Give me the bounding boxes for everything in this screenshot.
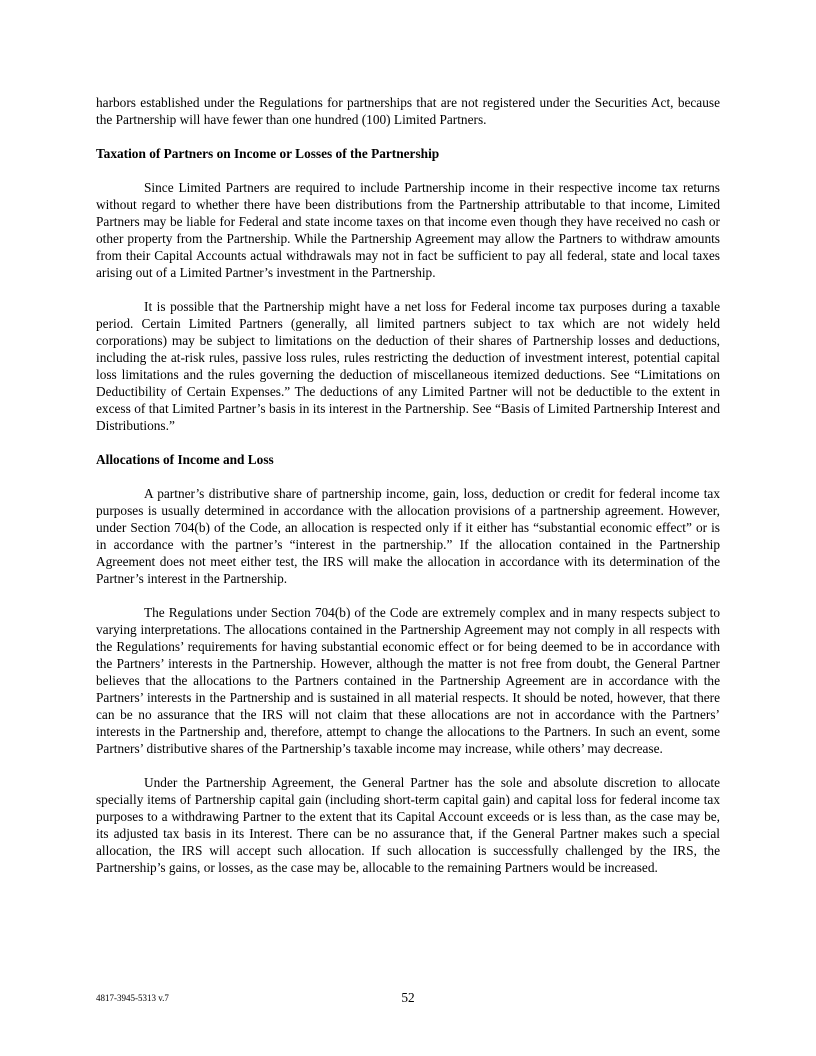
spacer bbox=[96, 757, 720, 774]
section-heading-taxation: Taxation of Partners on Income or Losses of the Partnership bbox=[96, 146, 440, 161]
continued-paragraph: harbors established under the Regulations for partnerships that are not registered under the Securities Act, because the Partnership will have fewer than one hundred (100) Limited Partners. bbox=[96, 95, 720, 127]
spacer bbox=[96, 162, 720, 179]
paragraph-distributive-share: A partner’s distributive share of partnership income, gain, loss, deduction or credit for federal income tax purposes is usually determined in accordance with the allocation provisions of a partnership agreement. However, under Section 704(b) of the Code, an allocation is respected only if it either has “substantial economic effect” or is in accordance with the partner’s “interest in the partnership.” If the allocation contained in the Partnership Agreement does not meet either test, the IRS will make the allocation in accordance with its determination of the Partner’s interest in the Partnership. bbox=[96, 486, 720, 586]
page-number: 52 bbox=[401, 990, 415, 1005]
document-id: 4817-3945-5313 v.7 bbox=[96, 993, 169, 1003]
document-body bbox=[96, 94, 720, 876]
spacer bbox=[96, 128, 720, 145]
spacer bbox=[96, 281, 720, 298]
paragraph-regulations: The Regulations under Section 704(b) of the Code are extremely complex and in many respects subject to varying interpretations. The allocations contained in the Partnership Agreement may not comply in all respects with the Regulations’ requirements for having substantial economic effect or for being deemed to be in accordance with the Partners’ interests in the Partnership. However, although the matter is not free from doubt, the General Partner believes that the allocations to the Partners contained in the Partnership Agreement are in accordance with the Partners’ interests in the Partnership and is sustained in all material respects. It should be noted, however, that there can be no assurance that the IRS will not claim that these allocations are not in accordance with the Partners’ interests in the Partnership and, therefore, attempt to change the allocations to the Partners. In such an event, some Partners’ distributive shares of the Partnership’s taxable income may increase, while others’ may decrease. bbox=[96, 605, 720, 756]
paragraph-net-loss: It is possible that the Partnership might have a net loss for Federal income tax purposes during a taxable period. Certain Limited Partners (generally, all limited partners subject to tax which are not widely held corporations) may be subject to limitations on the deduction of their shares of Partnership losses and deductions, including the at-risk rules, passive loss rules, rules restricting the deduction of investment interest, potential capital loss limitations and the rules governing the deduction of miscellaneous itemized deductions. See “Limitations on Deductibility of Certain Expenses.” The deductions of any Limited Partner will not be deductible to the extent in excess of that Limited Partner’s basis in its interest in the Partnership. See “Basis of Limited Partnership Interest and Distributions.” bbox=[96, 299, 720, 433]
spacer bbox=[96, 587, 720, 604]
paragraph-income-tax: Since Limited Partners are required to include Partnership income in their respective income tax returns without regard to whether there have been distributions from the Partnership attributable to that income, Limited Partners may be liable for Federal and state income taxes on that income even though they have received no cash or other property from the Partnership. While the Partnership Agreement may allow the Partners to withdraw amounts from their Capital Accounts actual withdrawals may not in fact be sufficient to pay all federal, state and local taxes arising out of a Limited Partner’s investment in the Partnership. bbox=[96, 180, 720, 280]
spacer bbox=[96, 468, 720, 485]
paragraph-special-allocation: Under the Partnership Agreement, the General Partner has the sole and absolute discretion to allocate specially items of Partnership capital gain (including short-term capital gain) and capital loss for federal income tax purposes to a withdrawing Partner to the extent that its Capital Account exceeds or is less than, as the case may be, its adjusted tax basis in its Interest. There can be no assurance that, if the General Partner makes such a special allocation, the IRS will accept such allocation. If such allocation is successfully challenged by the IRS, the Partnership’s gains, or losses, as the case may be, allocable to the remaining Partners would be increased. bbox=[96, 775, 720, 875]
spacer bbox=[96, 434, 720, 451]
section-heading-allocations: Allocations of Income and Loss bbox=[96, 452, 274, 467]
